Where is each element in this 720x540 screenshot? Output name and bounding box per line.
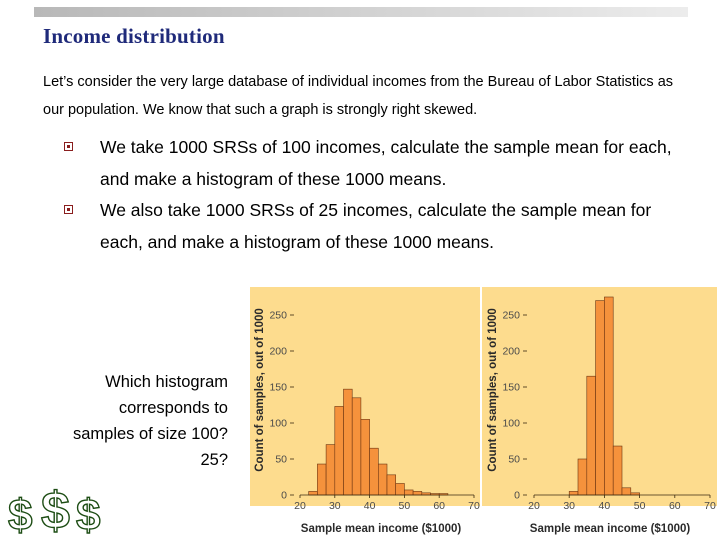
x-tick-label: 20 xyxy=(294,500,306,512)
histogram-sample-size-chart-1 xyxy=(250,287,480,540)
histogram-bar xyxy=(309,491,318,495)
dollar-signs-icon xyxy=(6,484,106,534)
square-bullet-icon xyxy=(64,142,73,151)
histogram-bar xyxy=(578,459,587,495)
x-tick-label: 50 xyxy=(398,500,411,512)
histogram-bar xyxy=(326,445,335,495)
y-tick-label: 50 xyxy=(508,453,520,466)
x-tick-label: 40 xyxy=(598,500,611,512)
x-tick-label: 40 xyxy=(363,500,376,512)
x-axis-label: Sample mean income ($1000) xyxy=(300,523,462,535)
x-tick-label: 60 xyxy=(433,500,446,512)
bullet-text-2: We also take 1000 SRSs of 25 incomes, calculate the sample mean for each, and make a histogram of these 1000 means. xyxy=(100,200,652,252)
y-tick-label: 0 xyxy=(281,489,287,502)
square-bullet-icon xyxy=(64,205,73,214)
y-axis-label: Count of samples, out of 1000 xyxy=(487,308,499,472)
x-tick-label: 60 xyxy=(668,500,681,512)
y-tick-label: 200 xyxy=(269,345,287,358)
x-tick-label: 70 xyxy=(704,500,716,512)
histogram-bar xyxy=(335,406,344,495)
histogram-bar xyxy=(317,464,326,495)
x-tick-label: 30 xyxy=(328,500,341,512)
histogram-bar xyxy=(622,488,631,495)
y-tick-label: 50 xyxy=(275,453,287,466)
y-tick-label: 150 xyxy=(269,381,287,394)
x-tick-label: 70 xyxy=(468,500,480,512)
dollar-sign-large-icon: $ xyxy=(41,484,70,534)
histogram-bar xyxy=(404,490,413,495)
dollar-sign-small-right-icon: $ xyxy=(76,491,101,534)
histogram-bar xyxy=(569,491,578,495)
histogram-bar xyxy=(344,389,353,495)
y-tick-label: 250 xyxy=(269,309,287,322)
slide-title: Income distribution xyxy=(43,24,225,48)
x-axis-label: Sample mean income ($1000) xyxy=(529,523,691,535)
histogram-bar xyxy=(352,398,361,495)
histogram-sample-size-chart-2 xyxy=(482,287,717,540)
y-tick-label: 0 xyxy=(514,489,520,502)
x-tick-label: 20 xyxy=(528,500,540,512)
histogram-bar xyxy=(413,491,422,495)
y-tick-label: 100 xyxy=(502,417,520,430)
y-tick-label: 250 xyxy=(502,309,520,322)
x-tick-label: 30 xyxy=(563,500,576,512)
intro-paragraph: Let’s consider the very large database of individual incomes from the Bureau of Labor Statistics as our population. We know that such a graph is strongly right skewed. xyxy=(43,74,674,118)
histogram-bar xyxy=(387,475,396,495)
y-axis-label: Count of samples, out of 1000 xyxy=(254,308,266,472)
y-tick-label: 100 xyxy=(269,417,287,430)
histogram-bar xyxy=(378,464,387,495)
dollar-sign-small-left-icon: $ xyxy=(8,491,33,534)
bullet-text-1: We take 1000 SRSs of 100 incomes, calculate the sample mean for each, and make a histogram of these 1000 means. xyxy=(100,137,672,189)
title-accent-bar xyxy=(34,7,688,17)
question-text: Which histogram corresponds to samples of size 100? 25? xyxy=(72,373,228,469)
y-tick-label: 150 xyxy=(502,381,520,394)
histogram-bar xyxy=(396,483,405,495)
x-tick-label: 50 xyxy=(633,500,646,512)
histogram-bar xyxy=(613,446,622,495)
histogram-bar xyxy=(587,376,596,495)
histogram-bar xyxy=(361,419,370,495)
histogram-bar xyxy=(596,301,605,495)
histogram-bar xyxy=(370,448,379,495)
y-tick-label: 200 xyxy=(502,345,520,358)
histogram-bar xyxy=(604,297,613,495)
